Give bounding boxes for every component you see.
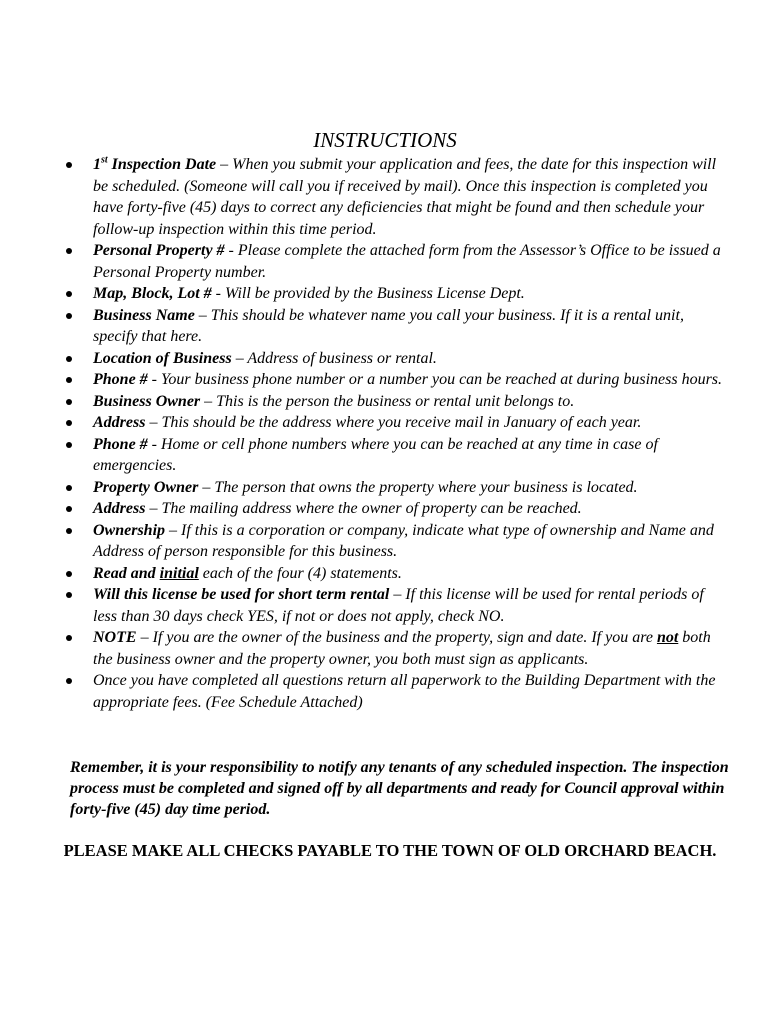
item-description: Once you have completed all questions return all paperwork to the Building Department with the appropriate fees. (Fee Schedule Attached) bbox=[93, 672, 716, 711]
payable-notice: PLEASE MAKE ALL CHECKS PAYABLE TO THE TOWN OF OLD ORCHARD BEACH. bbox=[63, 841, 717, 860]
list-item-business-phone bbox=[0, 369, 770, 391]
item-term: Business Name bbox=[93, 306, 195, 324]
bullet-icon bbox=[66, 399, 72, 405]
list-item-business-name bbox=[0, 305, 770, 348]
item-description: – This should be the address where you receive mail in January of each year. bbox=[145, 414, 642, 431]
list-item-personal-property bbox=[0, 240, 770, 283]
bullet-icon bbox=[66, 485, 72, 491]
item-description: – This is the person the business or rental unit belongs to. bbox=[200, 392, 575, 410]
bullet-icon bbox=[66, 162, 72, 168]
item-description: – This should be whatever name you call your business. If it is a rental unit, specify that here. bbox=[93, 306, 684, 345]
item-term: 1st Inspection Date bbox=[93, 154, 217, 173]
item-term: Map, Block, Lot # bbox=[93, 285, 212, 302]
item-term: Personal Property # bbox=[93, 242, 225, 259]
bullet-icon bbox=[66, 356, 72, 362]
bullet-icon bbox=[66, 571, 72, 577]
list-item-owner-phone bbox=[0, 434, 770, 477]
bullet-icon bbox=[66, 442, 72, 448]
item-term: Read and initial bbox=[93, 564, 199, 582]
bullet-icon bbox=[66, 635, 72, 641]
bullet-icon bbox=[66, 528, 72, 534]
bullet-icon bbox=[66, 377, 72, 383]
item-description: each of the four (4) statements. bbox=[198, 564, 402, 582]
instructions-list bbox=[0, 154, 770, 713]
bullet-icon bbox=[66, 592, 72, 598]
list-item-map-block-lot bbox=[0, 283, 770, 305]
item-description: - Will be provided by the Business License Dept. bbox=[211, 285, 525, 302]
item-term: Phone # bbox=[93, 371, 148, 388]
list-item-note bbox=[0, 627, 770, 670]
item-description: - Your business phone number or a number you can be reached at during business hours. bbox=[147, 371, 723, 388]
list-item-ownership bbox=[0, 520, 770, 563]
item-term: Location of Business bbox=[93, 349, 232, 367]
item-term: NOTE bbox=[93, 629, 137, 646]
bullet-icon bbox=[66, 313, 72, 319]
list-item-return-paperwork bbox=[0, 670, 770, 713]
item-term: Property Owner bbox=[93, 478, 199, 496]
item-term: Business Owner bbox=[93, 392, 201, 410]
bullet-icon bbox=[66, 506, 72, 512]
item-description: – If you are the owner of the business and the property, sign and date. If you are not both the business owner and the property owner, you both must sign as applicants. bbox=[93, 629, 711, 668]
list-item-read-and-initial bbox=[0, 563, 770, 585]
list-item-property-owner bbox=[0, 477, 770, 499]
item-description: – When you submit your application and fees, the date for this inspection will be scheduled. (Someone will call you if received by mail). Once this inspection is completed you have forty-five (45) days to correct any deficiencies that might be found and then schedule your follow-up inspection within this time period. bbox=[93, 156, 717, 238]
item-description: – If this is a corporation or company, indicate what type of ownership and Name and Address of person responsible for this business. bbox=[93, 521, 714, 560]
bullet-icon bbox=[66, 291, 72, 297]
list-item-location bbox=[0, 348, 770, 370]
item-description: – If this license will be used for rental periods of less than 30 days check YES, if not or does not apply, check NO. bbox=[93, 586, 704, 625]
bullet-icon bbox=[66, 420, 72, 426]
underlined-term: initial bbox=[159, 564, 199, 582]
list-item-property-address bbox=[0, 498, 770, 520]
list-item-inspection-date bbox=[0, 154, 770, 240]
item-description: - Please complete the attached form from the Assessor’s Office to be issued a Personal Property number. bbox=[93, 242, 721, 281]
bullet-icon bbox=[66, 248, 72, 254]
list-item-owner-address bbox=[0, 412, 770, 434]
item-description: - Home or cell phone numbers where you can be reached at any time in case of emergencies. bbox=[93, 435, 658, 474]
item-term: Address bbox=[93, 414, 146, 431]
item-term: Will this license be used for short term rental bbox=[93, 586, 390, 603]
item-description: – Address of business or rental. bbox=[231, 349, 437, 367]
item-term: Address bbox=[93, 500, 146, 517]
item-description: – The mailing address where the owner of property can be reached. bbox=[145, 500, 582, 517]
list-item-short-term-rental bbox=[0, 584, 770, 627]
item-term: Phone # bbox=[93, 435, 148, 453]
item-term: Ownership bbox=[93, 521, 166, 539]
reminder-paragraph: Remember, it is your responsibility to notify any tenants of any scheduled inspection. The inspection process must be completed and signed off by all departments and ready for Council approval within forty-five (45) day time period. bbox=[70, 759, 729, 818]
bullet-icon bbox=[66, 678, 72, 684]
list-item-business-owner bbox=[0, 391, 770, 413]
page-title: INSTRUCTIONS bbox=[313, 128, 457, 152]
item-description: – The person that owns the property where your business is located. bbox=[198, 478, 638, 496]
underlined-word: not bbox=[656, 629, 679, 646]
